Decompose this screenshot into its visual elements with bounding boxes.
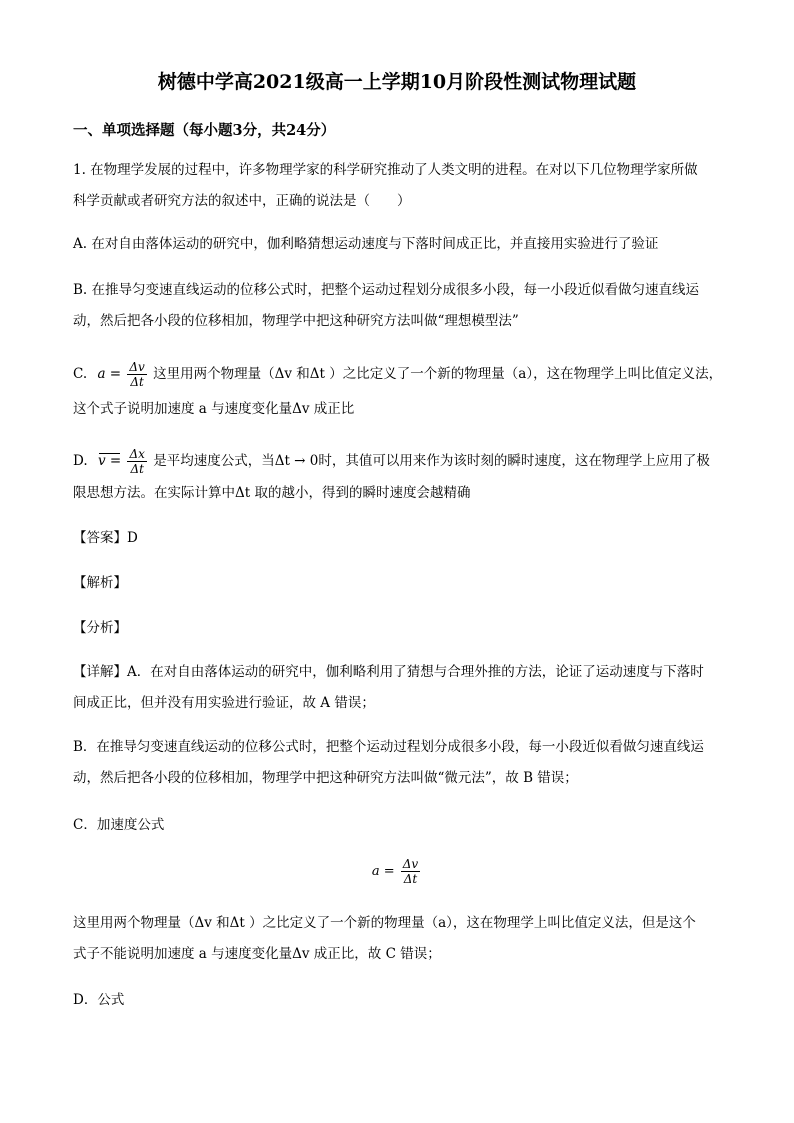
option-d-lhs: v = [97,453,122,469]
fenxi-label: 【分析】 [73,620,127,636]
option-b-line2: 动，然后把各小段的位移相加，物理学中把这种研究方法叫做“理想模型法” [73,313,519,329]
question-stem-line2: 科学贡献或者研究方法的叙述中，正确的说法是（ ） [73,193,411,209]
option-d-fraction-denominator: Δt [130,462,144,476]
option-d-prefix: D. [73,453,88,469]
analysis-label: 【解析】 [73,575,127,591]
detail-a-line2: 间成正比，但并没有用实验进行验证，故 A 错误； [73,695,375,711]
option-c-fraction-numerator: Δv [129,360,145,374]
answer-label: 【答案】D [73,530,138,546]
equation-lhs: a = [371,864,395,879]
option-d-fraction [127,447,146,476]
detail-b-line2: 动，然后把各小段的位移相加，物理学中把这种研究方法叫做“微元法”，故 B 错误； [73,770,578,786]
detail-b-line1: B．在推导匀变速直线运动的位移公式时，把整个运动过程划分成很多小段，每一小段近似看做匀速直线运 [73,739,704,755]
detail-c-line1: 这里用两个物理量（Δv 和Δt ）之比定义了一个新的物理量（a），这在物理学上叫比值定义法，但是这个 [73,915,696,931]
detail-d-heading: D．公式 [73,992,125,1008]
option-c-prefix: C. [73,366,88,382]
section-heading: 一、单项选择题（每小题3分，共24分） [73,122,336,139]
option-c-fraction [127,360,146,389]
option-c-fraction-denominator: Δt [130,375,144,389]
option-b-line1: B. 在推导匀变速直线运动的位移公式时，把整个运动过程划分成很多小段，每一小段近似看做匀速直线运 [73,282,700,298]
option-d-text: 是平均速度公式，当Δt → 0时，其值可以用来作为该时刻的瞬时速度，这在物理学上应用了极 [153,453,710,469]
option-d-fraction-numerator: Δx [129,447,145,461]
option-c-line1 [73,360,722,389]
option-c-line2: 这个式子说明加速度 a 与速度变化量Δv 成正比 [73,401,355,417]
centered-equation [0,857,794,886]
option-d-line1 [73,447,710,476]
option-c-text: 这里用两个物理量（Δv 和Δt ）之比定义了一个新的物理量（a），这在物理学上叫比值定义法， [153,366,723,382]
detail-c-line2: 式子不能说明加速度 a 与速度变化量Δv 成正比，故 C 错误； [73,946,441,962]
option-a: A. 在对自由落体运动的研究中，伽利略猜想运动速度与下落时间成正比，并直接用实验进行了验证 [73,236,659,252]
page-title: 树德中学高2021级高一上学期10月阶段性测试物理试题 [157,71,637,93]
equation-numerator: Δv [402,857,419,871]
question-stem-line1: 1. 在物理学发展的过程中，许多物理学家的科学研究推动了人类文明的进程。在对以下几位物理学家所做 [73,162,698,178]
detail-a-line1: 【详解】A．在对自由落体运动的研究中，伽利略利用了猜想与合理外推的方法，论证了运动速度与下落时 [73,664,704,680]
equation-denominator: Δt [403,872,418,886]
detail-c-heading: C．加速度公式 [73,817,165,833]
option-c-lhs: a = [97,366,122,382]
option-d-line2: 限思想方法。在实际计算中Δt 取的越小，得到的瞬时速度会越精确 [73,485,471,501]
equation-fraction [401,857,420,886]
